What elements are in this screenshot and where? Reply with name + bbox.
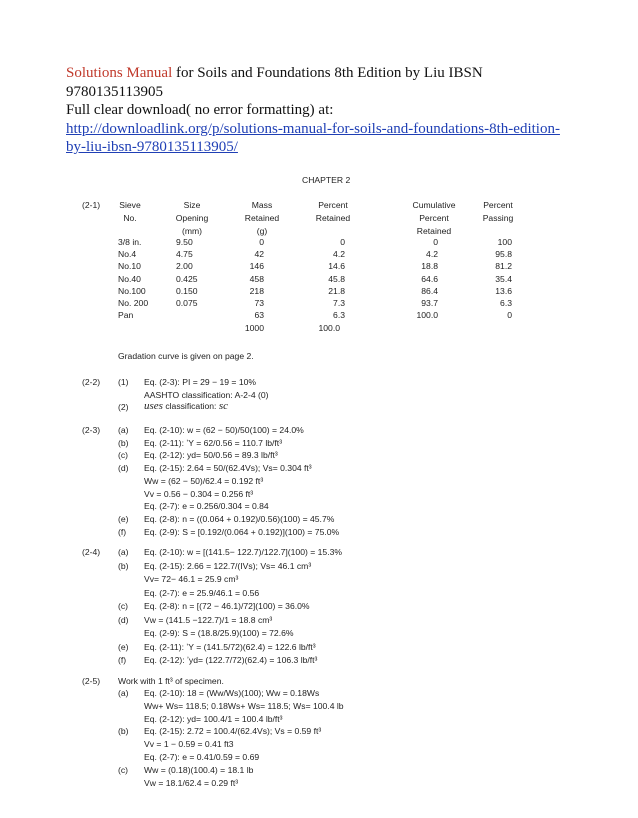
column-header: Percent xyxy=(483,200,513,210)
column-header: Retained xyxy=(244,213,280,223)
solution-line: Eq. (2-11): ʼY = (141.5/72)(62.4) = 122.6 lb/ft³ xyxy=(144,641,316,652)
item-label: (a) xyxy=(118,688,129,698)
table-cell: 35.4 xyxy=(495,273,512,284)
table-cell: No.40 xyxy=(118,273,141,284)
solution-line: Eq. (2-7): e = 0.256/0.304 = 0.84 xyxy=(144,501,269,512)
column-header: Retained xyxy=(315,213,351,223)
table-cell: 63 xyxy=(254,310,264,321)
column-header: Retained xyxy=(416,226,452,236)
table-cell: 100.0 xyxy=(416,310,438,321)
column-header: (g) xyxy=(256,226,268,236)
table-cell: 0 xyxy=(259,237,264,247)
table-cell: 146 xyxy=(249,261,264,272)
solution-line: Eq. (2-12): yd= 50/0.56 = 89.3 lb/ft³ xyxy=(144,450,278,461)
column-header: Percent xyxy=(419,213,449,223)
table-cell: 95.8 xyxy=(495,249,512,260)
download-line: Full clear download( no error formatting) at: xyxy=(66,102,334,118)
item-label: (d) xyxy=(118,463,129,474)
solution-line: Eq. (2-11): ʼY = 62/0.56 = 110.7 lb/ft³ xyxy=(144,437,283,448)
solution-intro: Work with 1 ft³ of specimen. xyxy=(118,676,224,686)
table-cell: No.100 xyxy=(118,285,146,296)
item-label: (b) xyxy=(118,726,129,737)
item-label: (1) xyxy=(118,377,129,387)
solution-line: Eq. (2-7): e = 25.9/46.1 = 0.56 xyxy=(144,587,260,598)
solution-line: Eq. (2-7): e = 0.41/0.59 = 0.69 xyxy=(144,752,260,762)
item-label: (b) xyxy=(118,437,129,448)
table-cell: 9.50 xyxy=(176,237,193,247)
solution-line: Eq. (2-15): 2.66 = 122.7/(IVs); Vs= 46.1 cm³ xyxy=(144,560,312,571)
item-label: (f) xyxy=(118,655,127,665)
solution-line: Eq. (2-9): S = [0.192/(0.064 + 0.192)](100) = 75.0% xyxy=(144,526,340,537)
solution-line: Eq. (2-8): n = [(72 − 46.1)/72](100) = 36.0% xyxy=(144,601,310,611)
solution-line: Vv= 72− 46.1 = 25.9 cm³ xyxy=(144,574,239,584)
solution-line: Eq. (2-10): 18 = (Ww/Ws)(100); Ww = 0.18Ws xyxy=(144,688,320,698)
item-label: (c) xyxy=(118,450,129,461)
item-label: (c) xyxy=(118,764,129,775)
item-label: (f) xyxy=(118,526,127,537)
table-cell: 0 xyxy=(340,237,345,247)
title-rest: for Soils and Foundations 8th Edition by Liu IBSN 9780135113905 xyxy=(66,65,483,100)
solution-line: Ww = (62 − 50)/62.4 = 0.192 ft³ xyxy=(144,475,264,486)
solution-line: Eq. (2-12): yd= 100.4/1 = 100.4 lb/ft³ xyxy=(144,713,283,724)
table-cell: 7.3 xyxy=(333,298,345,308)
table-cell: 4.2 xyxy=(333,249,345,260)
solution-line: Eq. (2-15): 2.64 = 50/(62.4Vs); Vs= 0.304 ft³ xyxy=(144,463,312,474)
problem-label-2-4: (2-4) xyxy=(82,547,101,557)
solution-line: Eq. (2-15): 2.72 = 100.4/(62.4Vs); Vs = 0.59 ft³ xyxy=(144,726,322,737)
item-label: (b) xyxy=(118,560,129,571)
table-cell: 42 xyxy=(254,249,264,260)
solution-line: Eq. (2-8): n = ((0.064 + 0.192)/0.56)(100) = 45.7% xyxy=(144,513,335,524)
table-cell: 100 xyxy=(497,237,512,247)
solution-line: Vw = (141.5 −122.7)/1 = 18.8 cm³ xyxy=(144,614,273,625)
item-label: (e) xyxy=(118,513,129,524)
column-header: Size xyxy=(183,200,201,210)
solution-line: Eq. (2-3): PI = 29 − 19 = 10% xyxy=(144,377,257,387)
solution-line: Eq. (2-10): w = [(141.5− 122.7)/122.7](100) = 15.3% xyxy=(144,547,343,557)
title-red: Solutions Manual xyxy=(66,65,173,81)
item-label: (a) xyxy=(118,547,129,557)
table-cell: 13.6 xyxy=(495,285,512,296)
table-cell: 18.8 xyxy=(421,261,438,272)
item-label: (2) xyxy=(118,402,129,412)
solution-line: AASHTO classification: A-2-4 (0) xyxy=(144,390,269,400)
chapter-heading: CHAPTER 2 xyxy=(302,175,351,185)
table-cell: No. 200 xyxy=(118,298,149,308)
item-label: (a) xyxy=(118,425,129,435)
item-label: (e) xyxy=(118,641,129,652)
table-cell: 86.4 xyxy=(421,285,438,296)
solution-line: Eq. (2-9): S = (18.8/25.9)(100) = 72.6% xyxy=(144,628,294,638)
table-cell: 2.00 xyxy=(176,261,193,272)
table-cell: 4.75 xyxy=(176,249,193,260)
table-cell: No.10 xyxy=(118,261,141,272)
table-cell: 4.2 xyxy=(426,249,438,260)
solution-line: Ww = (0.18)(100.4) = 18.1 lb xyxy=(144,764,254,775)
problem-label-2-3: (2-3) xyxy=(82,425,101,435)
table-cell: 93.7 xyxy=(421,298,438,308)
document-header xyxy=(66,64,566,157)
column-header: (mm) xyxy=(181,226,203,236)
column-header: Percent xyxy=(318,200,348,210)
gradation-note: Gradation curve is given on page 2. xyxy=(118,351,254,361)
table-cell: 218 xyxy=(249,285,264,296)
table-cell: 14.6 xyxy=(328,261,345,272)
solution-line: Eq. (2-12): ʼyd= (122.7/72)(62.4) = 106.3 lb/ft³ xyxy=(144,655,318,665)
table-cell: 0.150 xyxy=(176,285,198,296)
table-total: 100.0 xyxy=(318,323,340,333)
table-cell: 0.075 xyxy=(176,298,198,308)
column-header: Opening xyxy=(175,213,209,223)
solution-line: Eq. (2-10): w = (62 − 50)/50(100) = 24.0% xyxy=(144,425,304,435)
table-cell: 458 xyxy=(249,273,264,284)
table-cell: 21.8 xyxy=(328,285,345,296)
problem-label-2-2: (2-2) xyxy=(82,377,101,387)
table-cell: 0.425 xyxy=(176,273,198,284)
item-label: (c) xyxy=(118,601,129,611)
table-cell: 45.8 xyxy=(328,273,345,284)
table-cell: 6.3 xyxy=(333,310,345,321)
table-total: 1000 xyxy=(244,323,264,333)
column-header: Sieve xyxy=(119,200,141,210)
table-cell: Pan xyxy=(118,310,134,321)
column-header: Passing xyxy=(482,213,514,223)
column-header: Mass xyxy=(251,200,273,210)
table-cell: 0 xyxy=(433,237,438,247)
solution-line: Vv = 1 − 0.59 = 0.41 ft3 xyxy=(144,739,234,750)
table-cell: 73 xyxy=(254,298,264,308)
download-link[interactable]: http://downloadlink.org/p/solutions-manual-for-soils-and-foundations-8th-edition-by-liu-ibsn-9780135113905/ xyxy=(66,120,560,155)
table-cell: 6.3 xyxy=(500,298,512,308)
table-cell: 0 xyxy=(507,310,512,321)
solution-line: Ww+ Ws= 118.5; 0.18Ws+ Ws= 118.5; Ws= 100.4 lb xyxy=(144,700,344,711)
solution-line: Vw = 18.1/62.4 = 0.29 ft³ xyxy=(144,777,239,788)
title-line xyxy=(66,64,566,101)
table-cell: 3/8 in. xyxy=(118,237,142,247)
table-cell: 81.2 xyxy=(495,261,512,272)
problem-label-2-5: (2-5) xyxy=(82,676,101,686)
problem-label-2-1: (2-1) xyxy=(82,200,101,210)
column-header: Cumulative xyxy=(412,200,456,210)
table-cell: No.4 xyxy=(118,249,137,260)
item-label: (d) xyxy=(118,614,129,625)
solution-line: uses classification: sc xyxy=(144,400,229,412)
solution-line: Vv = 0.56 − 0.304 = 0.256 ft³ xyxy=(144,488,254,499)
column-header: No. xyxy=(123,213,137,223)
table-cell: 64.6 xyxy=(421,273,438,284)
